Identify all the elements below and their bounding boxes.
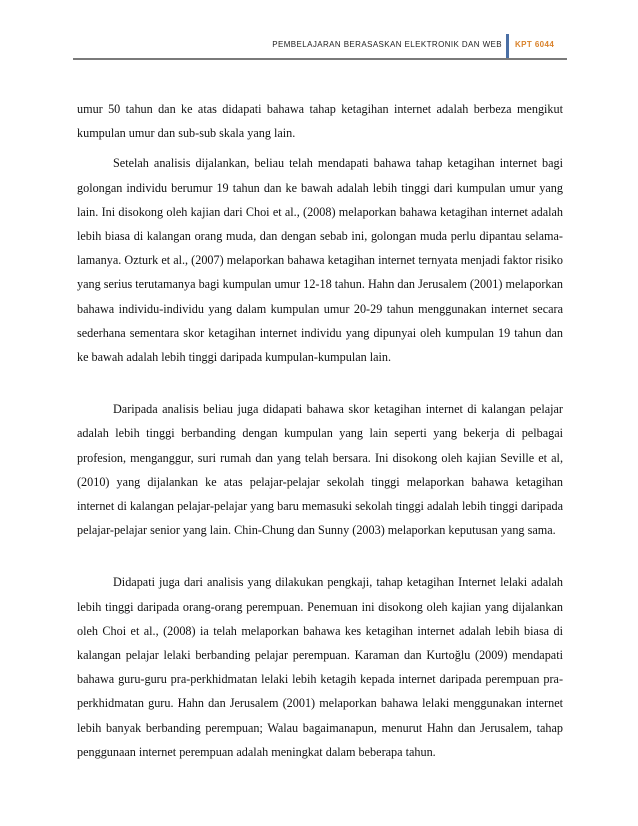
page-header	[0, 34, 638, 64]
header-divider	[506, 34, 509, 58]
paragraph-4: Didapati juga dari analisis yang dilakukan pengkaji, tahap ketagihan Internet lelaki adalah lebih tinggi daripada orang-orang perempuan. Penemuan ini disokong oleh kajian yang dijalankan oleh Choi et al., (2008) ia telah melaporkan bahawa kes ketagihan internet adalah lebih biasa di kalangan pelajar lelaki berbanding pelajar perempuan. Karaman dan Kurtoğlu (2009) mendapati bahawa guru-guru pra-perkhidmatan lelaki lebih ketagih kepada internet daripada perempuan pra-perkhidmatan guru. Hahn dan Jerusalem (2001) melaporkan bahawa lelaki menggunakan internet lebih banyak berbanding perempuan; Walau bagaimanapun, menurut Hahn dan Jerusalem, tahap penggunaan internet perempuan adalah meningkat dalam beberapa tahun.	[77, 575, 563, 759]
paragraph-3: Daripada analisis beliau juga didapati bahawa skor ketagihan internet di kalangan pelajar adalah lebih tinggi berbanding dengan kumpulan yang lain seperti yang bekerja di pelbagai profesion, menganggur, suri rumah dan yang telah bersara. Ini disokong oleh kajian Seville et al, (2010) yang dijalankan ke atas pelajar-pelajar sekolah tinggi melaporkan bahawa ketagihan internet di kalangan pelajar-pelajar yang baru memasuki sekolah tinggi adalah lebih tinggi daripada pelajar-pelajar senior yang lain. Chin-Chung dan Sunny (2003) melaporkan keputusan yang sama.	[77, 402, 563, 538]
paragraph-2: Setelah analisis dijalankan, beliau telah mendapati bahawa tahap ketagihan internet bagi golongan individu berumur 19 tahun dan ke bawah adalah lebih tinggi dari kumpulan umur yang lain. Ini disokong oleh kajian dari Choi et al., (2008) melaporkan bahawa ketagihan internet adalah lebih biasa di kalangan orang muda, dan dengan sebab ini, golongan muda perlu dipantau selama-lamanya. Ozturk et al., (2007) melaporkan bahawa ketagihan internet ternyata menjadi faktor risiko yang serius terutamanya bagi kumpulan umur 12-18 tahun. Hahn dan Jerusalem (2001) melaporkan bahawa individu-individu yang dalam kumpulan umur 20-29 tahun menggunakan internet secara sederhana sementara skor ketagihan internet individu yang dipunyai oleh kumpulan 19 tahun dan ke bawah adalah lebih tinggi daripada kumpulan-kumpulan lain.	[77, 156, 563, 365]
document-body	[77, 97, 563, 764]
header-title: PEMBELAJARAN BERASASKAN ELEKTRONIK DAN WEB	[272, 40, 502, 49]
header-course-code: KPT 6044	[515, 40, 555, 49]
paragraph-1: umur 50 tahun dan ke atas didapati bahawa tahap ketagihan internet adalah berbeza mengikut kumpulan umur dan sub-sub skala yang lain.	[77, 102, 563, 141]
header-rule	[73, 58, 567, 60]
